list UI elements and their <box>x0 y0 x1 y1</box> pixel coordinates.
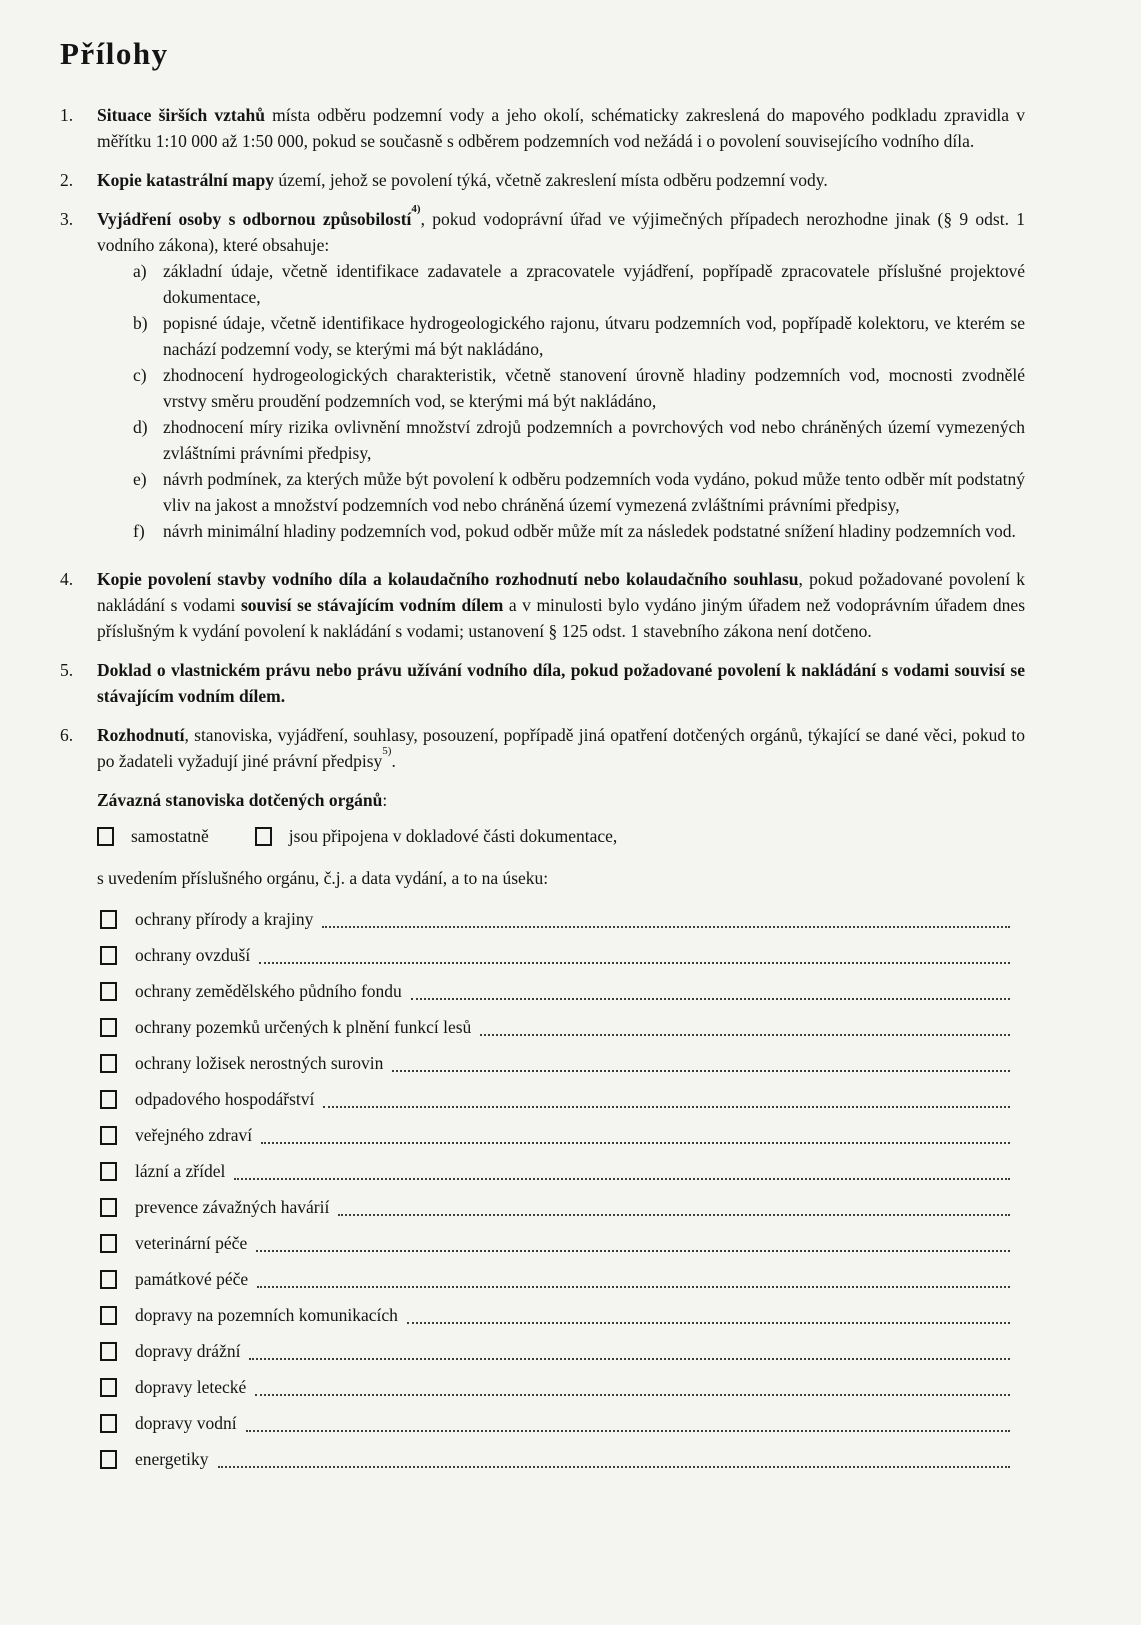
stanoviska-options <box>97 821 1025 851</box>
area-row <box>97 1189 1010 1225</box>
option-label-dokladova-cast: jsou připojena v dokladové části dokumentace, <box>288 826 618 846</box>
checkbox-dokladova-cast[interactable] <box>255 827 272 846</box>
item-text-regular: území, jehož se povolení týká, včetně zakreslení místa odběru podzemní vody. <box>273 170 828 190</box>
checkbox-samostatne[interactable] <box>97 827 114 846</box>
areas-list <box>97 901 1025 1477</box>
subitem-letter: d) <box>133 417 148 437</box>
area-checkbox[interactable] <box>100 1090 117 1109</box>
stanoviska-section <box>97 787 1025 1477</box>
subitem-letter: b) <box>133 313 148 333</box>
item-text-regular: místa odběru podzemní vody a jeho okolí, schématicky zakreslená do mapového podkladu zpravidla v měřítku 1:10 000 až 1:50 000, pokud se současně s odběrem podzemních vod nežádá i o povolení souvisejícího vodního díla. <box>97 105 1025 151</box>
area-row <box>97 1153 1010 1189</box>
item-text-bold-2: souvisí se stávajícím vodním dílem <box>240 595 504 615</box>
list-item-2 <box>60 167 1025 193</box>
area-label: ochrany pozemků určených k plnění funkcí lesů <box>135 1017 472 1037</box>
list-item-5 <box>60 657 1025 709</box>
area-label: památkové péče <box>135 1269 249 1289</box>
list-item-4 <box>60 566 1025 644</box>
item-number: 4. <box>60 569 74 589</box>
subitem-text: popisné údaje, včetně identifikace hydrogeologického rajonu, útvaru podzemních vod, popřípadě kolektoru, ve kterém se nachází podzemní vody, se kterými má být nakládáno, <box>163 313 1025 359</box>
page-title: Přílohy <box>60 36 169 71</box>
area-row <box>97 1117 1010 1153</box>
item-text-period: . <box>391 751 396 771</box>
item-intro <box>97 203 1025 258</box>
stanoviska-heading <box>97 787 1025 813</box>
item-number: 5. <box>60 660 74 680</box>
item-text <box>97 203 1025 544</box>
fill-in-line[interactable] <box>392 1070 1010 1072</box>
area-row <box>97 1333 1010 1369</box>
stanoviska-note: s uvedením příslušného orgánu, č.j. a data vydání, a to na úseku: <box>97 868 549 888</box>
area-label: ochrany přírody a krajiny <box>135 909 314 929</box>
item-text-bold: Rozhodnutí <box>97 725 185 745</box>
area-checkbox[interactable] <box>100 1378 117 1397</box>
fill-in-line[interactable] <box>480 1034 1010 1036</box>
item-text <box>97 722 1025 1477</box>
footnote-ref-4: 4) <box>411 203 421 216</box>
area-checkbox[interactable] <box>100 1198 117 1217</box>
fill-in-line[interactable] <box>218 1466 1010 1468</box>
item-text-bold: Vyjádření osoby s odbornou způsobilostí <box>97 209 412 229</box>
option-label-samostatne: samostatně <box>131 826 209 846</box>
subitem <box>97 362 1025 414</box>
area-row <box>97 973 1010 1009</box>
area-checkbox[interactable] <box>100 1054 117 1073</box>
item-intro <box>97 722 1025 774</box>
subitems-list <box>97 258 1025 544</box>
stanoviska-heading-colon: : <box>382 790 388 810</box>
area-label: energetiky <box>135 1449 209 1469</box>
fill-in-line[interactable] <box>257 1286 1010 1288</box>
item-text-regular: , pokud vodoprávní úřad ve výjimečných případech nerozhodne jinak (§ 9 odst. 1 vodního zákona), které obsahuje: <box>97 209 1025 255</box>
list-item-1 <box>60 102 1025 154</box>
item-text <box>97 657 1025 709</box>
item-text-bold: Kopie katastrální mapy <box>97 170 274 190</box>
item-text-bold: Doklad o vlastnickém právu nebo právu užívání vodního díla, pokud požadované povolení k nakládání s vodami souvisí se stávajícím vodním dílem. <box>97 660 1025 706</box>
item-text <box>97 102 1025 154</box>
item-number: 6. <box>60 725 74 745</box>
area-checkbox[interactable] <box>100 1342 117 1361</box>
area-row <box>97 1261 1010 1297</box>
area-label: dopravy drážní <box>135 1341 241 1361</box>
area-checkbox[interactable] <box>100 1450 117 1469</box>
area-checkbox[interactable] <box>100 1162 117 1181</box>
subitem-text: zhodnocení hydrogeologických charakteristik, včetně stanovení úrovně hladiny podzemních vod, mocnosti zvodnělé vrstvy směru proudění podzemních vod, se kterými má být nakládáno, <box>163 365 1025 411</box>
area-label: veterinární péče <box>135 1233 248 1253</box>
subitem <box>97 414 1025 466</box>
area-checkbox[interactable] <box>100 946 117 965</box>
area-row <box>97 1405 1010 1441</box>
subitem-letter: a) <box>133 261 147 281</box>
subitem <box>97 258 1025 310</box>
footnote-ref-5: 5) <box>382 745 392 758</box>
fill-in-line[interactable] <box>255 1394 1010 1396</box>
area-label: ochrany ovzduší <box>135 945 251 965</box>
subitem-letter: f) <box>133 521 145 541</box>
area-label: ochrany ložisek nerostných surovin <box>135 1053 384 1073</box>
item-text <box>97 566 1025 644</box>
list-item-6 <box>60 722 1025 1477</box>
area-row <box>97 901 1010 937</box>
fill-in-line[interactable] <box>411 998 1010 1000</box>
stanoviska-heading-text: Závazná stanoviska dotčených orgánů <box>97 790 383 810</box>
item-text-regular: , pokud požadované povolení k nakládání s vodami <box>97 569 1025 615</box>
area-checkbox[interactable] <box>100 1270 117 1289</box>
area-label: odpadového hospodářství <box>135 1089 315 1109</box>
fill-in-line[interactable] <box>246 1430 1010 1432</box>
list-item-3 <box>60 203 1025 544</box>
subitem <box>97 466 1025 518</box>
area-row <box>97 1009 1010 1045</box>
fill-in-line[interactable] <box>322 926 1010 928</box>
item-text <box>97 167 1025 193</box>
area-row <box>97 1369 1010 1405</box>
fill-in-line[interactable] <box>249 1358 1010 1360</box>
subitem <box>97 518 1025 544</box>
fill-in-line[interactable] <box>259 962 1010 964</box>
item-text-bold: Situace širších vztahů <box>97 105 265 125</box>
area-label: lázní a zřídel <box>135 1161 226 1181</box>
item-text-bold: Kopie povolení stavby vodního díla a kolaudačního rozhodnutí nebo kolaudačního souhlasu <box>97 569 799 589</box>
area-row <box>97 1225 1010 1261</box>
area-checkbox[interactable] <box>100 910 117 929</box>
item-text-regular-2: a v minulosti bylo vydáno jiným úřadem než vodoprávním úřadem dnes příslušným k vydání povolení k nakládání s vodami; ustanovení § 125 odst. 1 stavebního zákona není dotčeno. <box>97 595 1026 641</box>
area-row <box>97 1045 1010 1081</box>
area-checkbox[interactable] <box>100 1018 117 1037</box>
item-number: 1. <box>60 105 74 125</box>
item-number: 3. <box>60 209 74 229</box>
subitem-text: zhodnocení míry rizika ovlivnění množství zdrojů podzemních a povrchových vod nebo chráněných území vymezených zvláštními právními předpisy, <box>163 417 1025 463</box>
fill-in-line[interactable] <box>256 1250 1010 1252</box>
item-text-regular: , stanoviska, vyjádření, souhlasy, posouzení, popřípadě jiná opatření dotčených orgánů, týkající se dané věci, pokud to po žadateli vyžadují jiné právní předpisy <box>97 725 1025 771</box>
area-checkbox[interactable] <box>100 1234 117 1253</box>
subitem-text: návrh podmínek, za kterých může být povolení k odběru podzemních voda vydáno, pokud může tento odběr mít podstatný vliv na jakost a množství podzemních vod nebo chráněná území vymezená zvláštními právními předpisy, <box>163 469 1025 515</box>
subitem <box>97 310 1025 362</box>
fill-in-line[interactable] <box>261 1142 1010 1144</box>
fill-in-line[interactable] <box>338 1214 1010 1216</box>
area-row <box>97 1081 1010 1117</box>
area-checkbox[interactable] <box>100 982 117 1001</box>
area-label: ochrany zemědělského půdního fondu <box>135 981 402 1001</box>
subitem-text: základní údaje, včetně identifikace zadavatele a zpracovatele vyjádření, popřípadě zpracovatele příslušné projektové dokumentace, <box>163 261 1025 307</box>
subitem-letter: e) <box>133 469 147 489</box>
area-label: prevence závažných havárií <box>135 1197 330 1217</box>
fill-in-line[interactable] <box>234 1178 1010 1180</box>
item-number: 2. <box>60 170 74 190</box>
area-row <box>97 937 1010 973</box>
area-row <box>97 1297 1010 1333</box>
area-label: dopravy letecké <box>135 1377 247 1397</box>
area-label: veřejného zdraví <box>135 1125 253 1145</box>
area-label: dopravy vodní <box>135 1413 237 1433</box>
area-checkbox[interactable] <box>100 1414 117 1433</box>
fill-in-line[interactable] <box>407 1322 1010 1324</box>
area-checkbox[interactable] <box>100 1306 117 1325</box>
area-row <box>97 1441 1010 1477</box>
subitem-text: návrh minimální hladiny podzemních vod, pokud odběr může mít za následek podstatné snížení hladiny podzemních vod. <box>163 521 1016 541</box>
area-label: dopravy na pozemních komunikacích <box>135 1305 398 1325</box>
attachments-list <box>60 102 1025 1477</box>
fill-in-line[interactable] <box>323 1106 1010 1108</box>
subitem-letter: c) <box>133 365 147 385</box>
area-checkbox[interactable] <box>100 1126 117 1145</box>
